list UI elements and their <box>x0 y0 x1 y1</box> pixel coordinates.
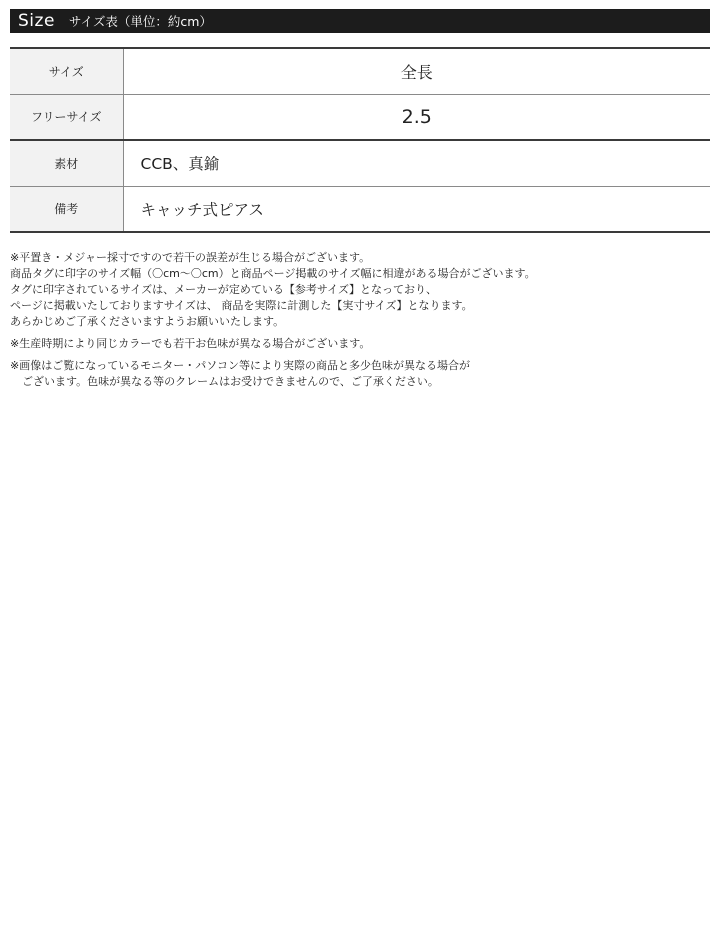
notes-value-cell: キャッチ式ピアス <box>123 186 710 232</box>
free-size-length-cell: 2.5 <box>123 94 710 140</box>
size-title: Size <box>18 11 55 31</box>
free-size-label-cell: フリーサイズ <box>10 94 123 140</box>
notes-section <box>10 250 710 390</box>
table-row-free-size <box>10 94 710 140</box>
size-table <box>10 47 710 233</box>
note-line: ※生産時期により同じカラーでも若干お色味が異なる場合がございます。 <box>10 337 371 350</box>
note-line: あらかじめご了承くださいますようお願いいたします。 <box>10 315 285 328</box>
material-value-cell: CCB、真鍮 <box>123 140 710 186</box>
note-line: ※画像はご覧になっているモニター・パソコン等により実際の商品と多少色味が異なる場合が <box>10 359 470 372</box>
note-line: ページに掲載いたしておりますサイズは、 商品を実際に計測した【実寸サイズ】となります。 <box>10 299 473 312</box>
note-line: 商品タグに印字のサイズ幅（〇cm～〇cm）と商品ページ掲載のサイズ幅に相違がある場合がございます。 <box>10 267 536 280</box>
size-header-bar <box>10 9 710 33</box>
notes-label-cell: 備考 <box>10 186 123 232</box>
material-label-cell: 素材 <box>10 140 123 186</box>
table-row-material <box>10 140 710 186</box>
note-line: ございます。色味が異なる等のクレームはお受けできませんので、ご了承ください。 <box>22 375 439 388</box>
size-subtitle: サイズ表（単位：約cm） <box>68 14 212 29</box>
table-row-notes <box>10 186 710 232</box>
size-label-cell: サイズ <box>10 48 123 94</box>
note-line: ※平置き・メジャー採寸ですので若干の誤差が生じる場合がございます。 <box>10 251 371 264</box>
length-header-cell: 全長 <box>123 48 710 94</box>
table-row-header <box>10 48 710 94</box>
note-line: タグに印字されているサイズは、メーカーが定めている【参考サイズ】となっており、 <box>10 283 438 296</box>
